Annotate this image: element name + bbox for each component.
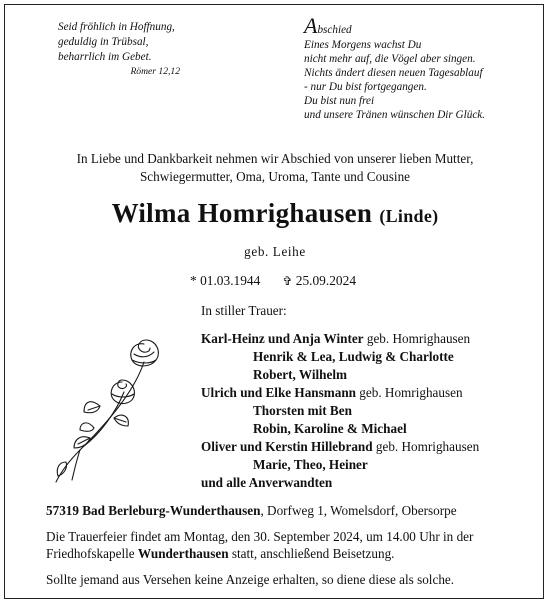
mourner-name: Henrik & Lea, Ludwig & Charlotte [253,349,454,364]
poem-line: und unsere Tränen wünschen Dir Glück. [304,109,486,121]
intro-text [30,150,520,185]
mourner-name: und alle Anverwandten [201,475,333,490]
psalm-line: geduldig in Trübsal, [58,36,149,48]
deceased-maiden-name: (Linde) [379,206,439,226]
mourners-list [201,330,531,492]
poem-title-initial: A [304,13,318,38]
mourner-row [201,330,531,348]
poem-title-rest: bschied [317,24,352,36]
farewell-poem [304,13,534,122]
birth-symbol: * [190,273,197,288]
closing-notice: Sollte jemand aus Versehen keine Anzeige erhalten, so diene diese als solche. [46,572,455,587]
mourner-name: Karl-Heinz und Anja Winter [201,331,364,346]
death-date: 25.09.2024 [295,273,357,288]
birth-date: 01.03.1944 [200,273,261,288]
mourner-name: Oliver und Kerstin Hillebrand [201,439,373,454]
mourner-row [201,456,531,474]
poem-line: nicht mehr auf, die Vögel aber singen. [304,53,476,65]
mourner-row [201,438,531,456]
funeral-info [46,528,536,562]
mourning-heading: In stiller Trauer: [201,303,287,318]
mourner-name: Robert, Wilhelm [253,367,348,382]
mourner-row [201,420,531,438]
address-street: , Dorfweg 1, Womelsdorf, Obersorpe [260,503,457,518]
mourner-row [201,366,531,384]
mourner-row [201,384,531,402]
funeral-text-1: Die Trauerfeier findet am Montag, den 30. September 2024, um 14.00 Uhr in der Friedhofskapelle [46,529,474,561]
psalm-reference: Römer 12,12 [130,66,180,77]
family-address [46,502,536,519]
deceased-name [30,196,520,233]
intro-line: Schwiegermutter, Oma, Uroma, Tante und Cousine [139,168,411,184]
mourner-name: Robin, Karoline & Michael [253,421,407,436]
life-dates [190,272,356,290]
funeral-place: Wunderthausen [137,546,229,561]
mourner-name: Ulrich und Elke Hansmann [201,385,356,400]
poem-line: Du bist nun frei [304,95,375,107]
mourner-name: Thorsten mit Ben [253,403,352,418]
mourner-born-name: geb. Homrighausen [356,385,463,400]
mourner-row [201,474,531,492]
poem-line: - nur Du bist fortgegangen. [304,81,427,93]
rose-branch-icon [48,322,168,487]
psalm-line: Seid fröhlich in Hoffnung, [58,21,175,33]
psalm-quote [58,20,198,78]
mourner-row [201,348,531,366]
mourner-born-name: geb. Homrighausen [372,439,480,454]
psalm-line: beharrlich im Gebet. [58,51,152,63]
cross-icon: ✞ [282,274,293,288]
deceased-full-name: Wilma Homrighausen [111,198,373,228]
funeral-text-2: statt, anschließend Beisetzung. [228,546,395,561]
mourner-born-name: geb. Homrighausen [363,331,471,346]
poem-line: Nichts ändert diesen neuen Tagesablauf [304,67,483,79]
mourner-name: Marie, Theo, Heiner [253,457,368,472]
poem-title [304,13,534,38]
mourner-row [201,402,531,420]
intro-line: In Liebe und Dankbarkeit nehmen wir Abschied von unserer lieben Mutter, [76,151,474,166]
address-place: 57319 Bad Berleburg-Wunderthausen [46,503,261,518]
poem-line: Eines Morgens wachst Du [304,39,422,51]
born-name: geb. Leihe [244,244,306,259]
